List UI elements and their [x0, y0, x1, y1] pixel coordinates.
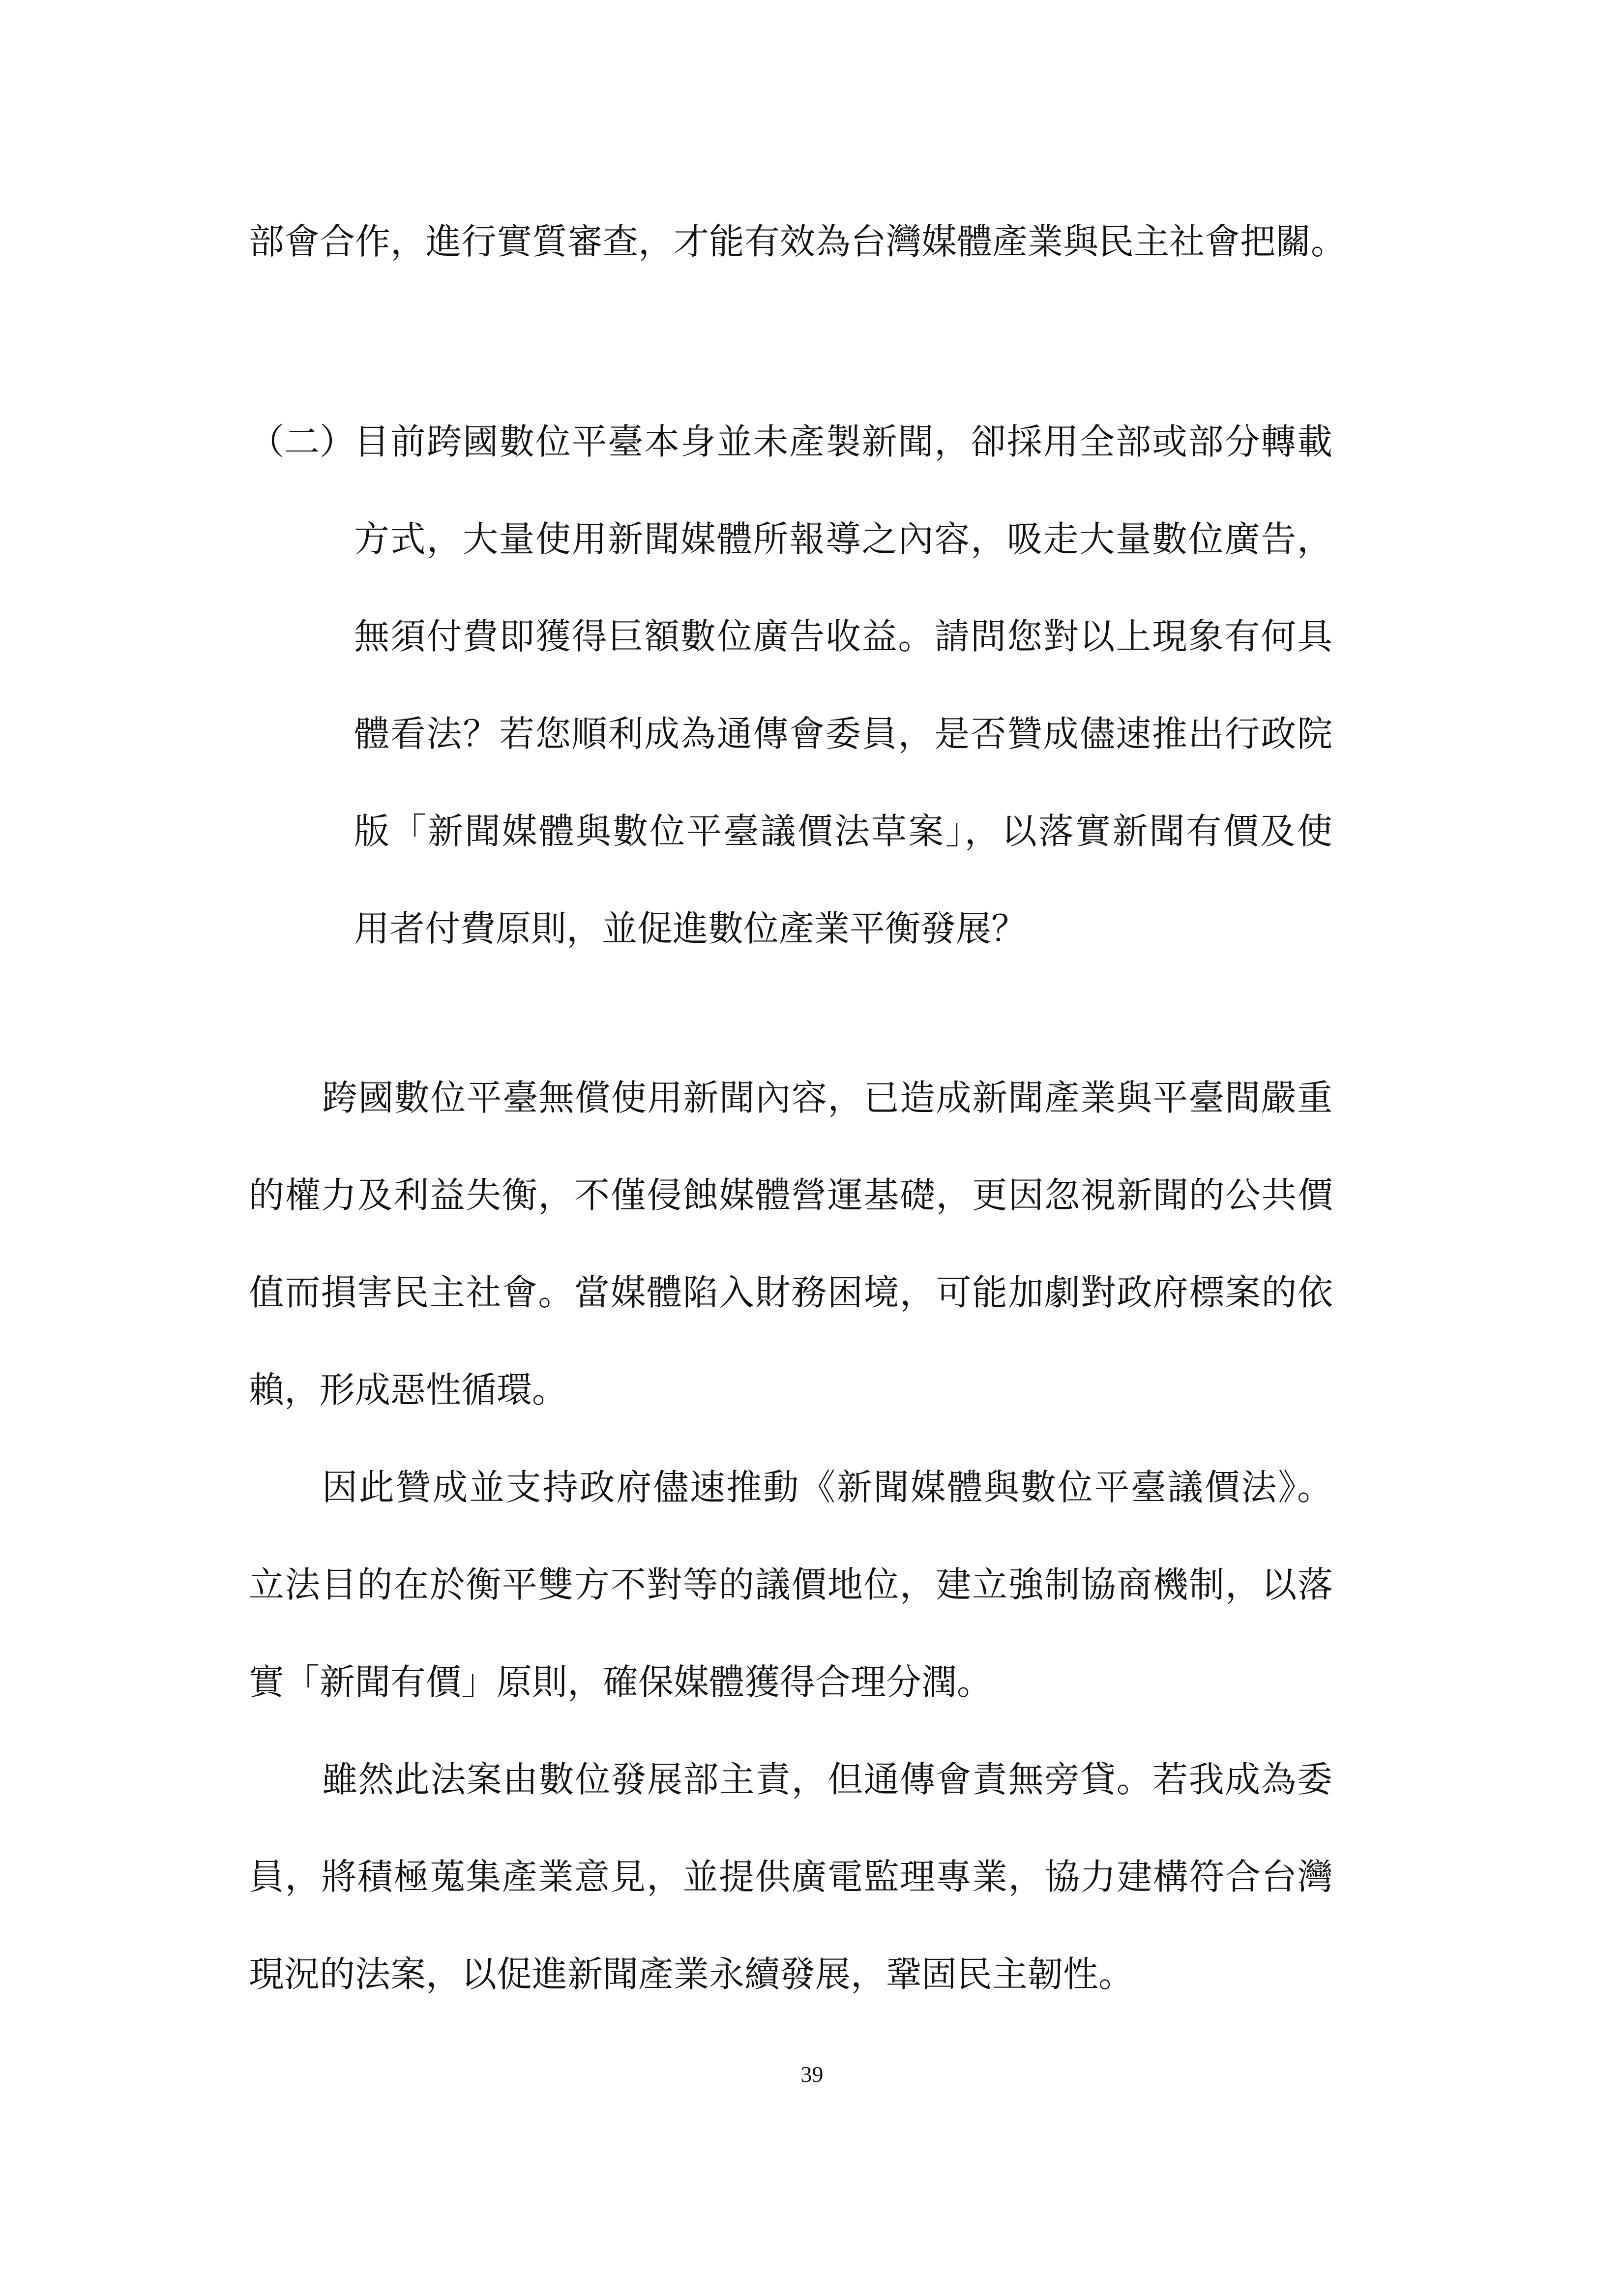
- continuation-line: 部會合作，進行實質審查，才能有效為台灣媒體產業與民主社會把關。: [249, 221, 1347, 262]
- page-number: 39: [800, 2062, 824, 2087]
- answer-p3-line: 員，將積極蒐集產業意見，並提供廣電監理專業，協力建構符合台灣: [249, 1856, 1333, 1897]
- question-line: 無須付費即獲得巨額數位廣告收益。請問您對以上現象有何具: [354, 616, 1332, 657]
- answer-p2-line: 因此贊成並支持政府儘速推動《新聞媒體與數位平臺議價法》。: [322, 1467, 1332, 1508]
- answer-p1-line: 的權力及利益失衡，不僅侵蝕媒體營運基礎，更因忽視新聞的公共價: [249, 1174, 1333, 1216]
- question-line: 用者付費原則，並促進數位產業平衡發展？: [354, 908, 1027, 949]
- question-line: 方式，大量使用新聞媒體所報導之內容，吸走大量數位廣告，: [354, 518, 1332, 560]
- answer-p1-line: 值而損害民主社會。當媒體陷入財務困境，可能加劇對政府標案的依: [249, 1272, 1333, 1313]
- answer-p2-line: 立法目的在於衡平雙方不對等的議價地位，建立強制協商機制，以落: [249, 1564, 1333, 1605]
- answer-p1-line: 跨國數位平臺無償使用新聞內容，已造成新聞產業與平臺間嚴重: [322, 1077, 1332, 1118]
- answer-p1-line: 賴，形成惡性循環。: [249, 1369, 568, 1411]
- question-marker: （二）: [249, 421, 355, 462]
- answer-p3-line: 現況的法案，以促進新聞產業永續發展，鞏固民主韌性。: [249, 1953, 1134, 1995]
- answer-p3-line: 雖然此法案由數位發展部主責，但通傳會責無旁貸。若我成為委: [322, 1759, 1332, 1800]
- question-line: 版「新聞媒體與數位平臺議價法草案」，以落實新聞有價及使: [354, 811, 1332, 852]
- question-line: 目前跨國數位平臺本身並未產製新聞，卻採用全部或部分轉載: [354, 421, 1332, 462]
- question-line: 體看法？若您順利成為通傳會委員，是否贊成儘速推出行政院: [354, 713, 1332, 754]
- answer-p2-line: 實「新聞有價」原則，確保媒體獲得合理分潤。: [249, 1661, 993, 1703]
